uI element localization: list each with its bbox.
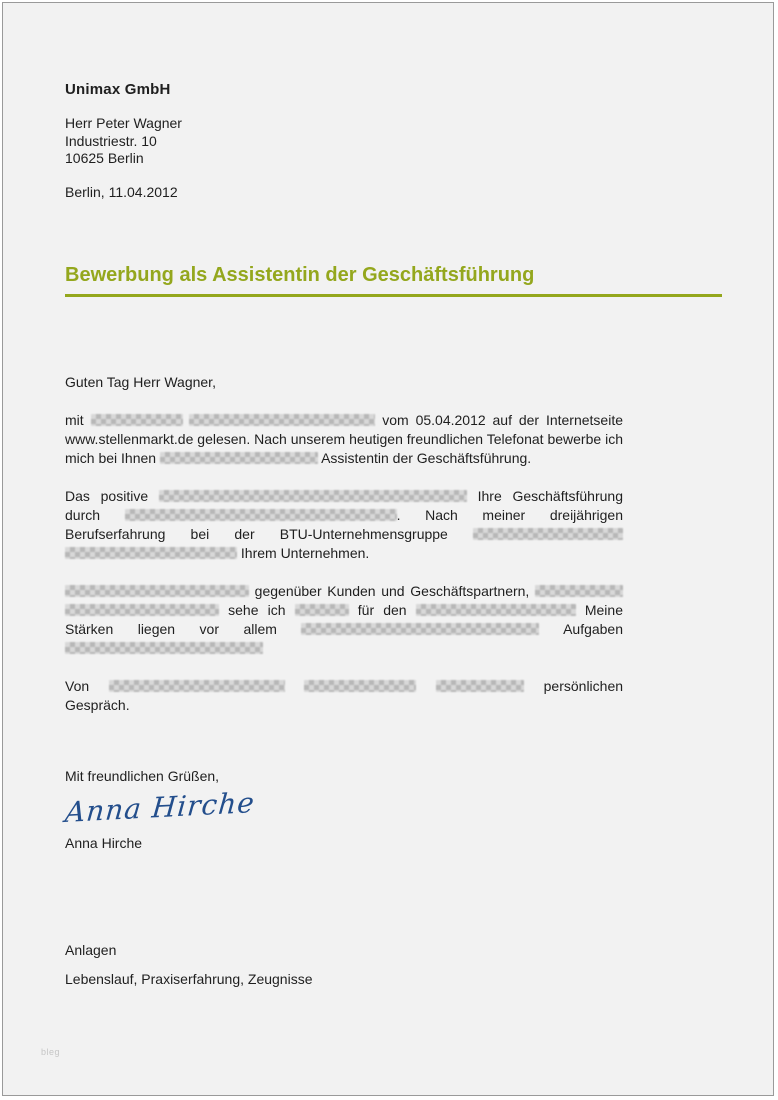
body-paragraph: Das positive Ihre Geschäftsführung durch . Nach meiner dreijährigen Berufserfahrung bei der BTU-Unternehmensgruppe Ihrem Unternehmen. [65,488,623,561]
redacted-text [436,680,524,692]
redacted-text [65,604,219,616]
signature-text: Anna Hirche [63,785,257,830]
recipient-name: Herr Peter Wagner [65,115,182,131]
redacted-text [473,528,623,540]
recipient-address [65,115,713,168]
sender-company: Unimax GmbH [65,81,171,98]
enclosures-label: Anlagen [65,942,117,958]
redacted-text [109,680,285,692]
redacted-text [159,490,467,502]
redacted-text [91,414,183,426]
letter-content [3,3,773,989]
letter-body [65,411,713,715]
redacted-text [125,509,397,521]
redacted-text [160,452,318,464]
body-paragraph: gegenüber Kunden und Geschäftspartnern, sehe ich für den Meine Stärken liegen vor allem Aufgaben [65,582,623,658]
redacted-text [65,642,263,654]
signature-handwriting [63,785,713,830]
redacted-text [535,585,623,597]
subject-heading: Bewerbung als Assistentin der Geschäftsführung [65,264,535,286]
date-line: Berlin, 11.04.2012 [65,183,178,200]
redacted-text [295,604,349,616]
redacted-text [301,623,539,635]
redacted-text [65,547,237,559]
recipient-street: Industriestr. 10 [65,132,157,149]
recipient-city: 10625 Berlin [65,150,144,166]
body-paragraph: mit vom 05.04.2012 auf der Internetseite www.stellenmarkt.de gelesen. Nach unserem heutigen freundlichen Telefonat bewerbe ich mich bei Ihnen Assistentin der Geschäftsführung. [65,412,623,466]
watermark: bleg [41,1047,61,1057]
signer-name: Anna Hirche [65,835,143,851]
redacted-text [304,680,416,692]
subject-underline-rule [65,294,722,297]
letter-page [2,2,774,1096]
redacted-text [416,604,576,616]
enclosures-list: Lebenslauf, Praxiserfahrung, Zeugnisse [65,971,313,987]
salutation: Guten Tag Herr Wagner, [65,374,216,390]
redacted-text [65,585,249,597]
closing-phrase: Mit freundlichen Grüßen, [65,768,220,784]
body-paragraph: Von persönlichen Gespräch. [65,678,624,713]
redacted-text [189,414,375,426]
